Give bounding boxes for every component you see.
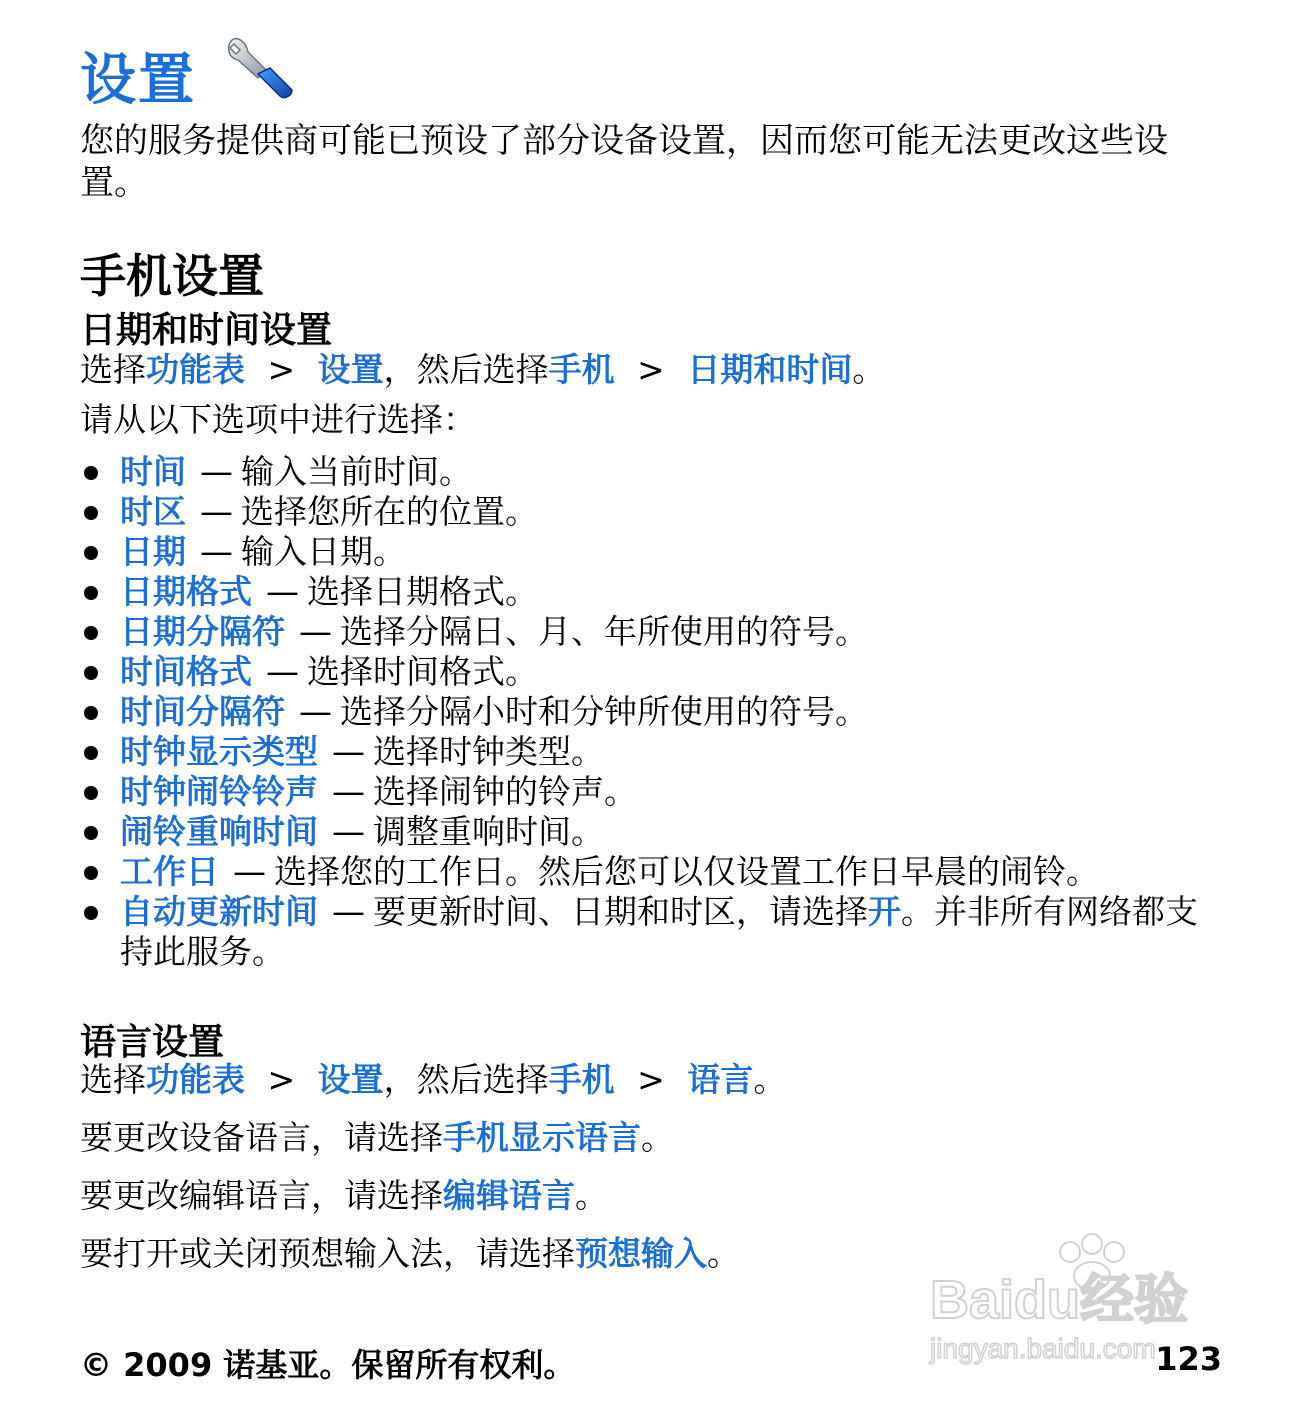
dash: — <box>233 852 266 891</box>
option-desc: 输入当前时间。 <box>241 452 472 491</box>
dash: — <box>299 692 332 731</box>
option-desc: 选择日期格式。 <box>307 572 538 611</box>
wrench-icon <box>222 32 302 104</box>
option-desc: 选择您所在的位置。 <box>241 492 538 531</box>
path-middle: ，然后选择 <box>383 350 549 389</box>
language-menu-path <box>80 1060 786 1100</box>
line-end: 。 <box>641 1118 674 1157</box>
watermark-url: jingyan.baidu.com <box>930 1333 1156 1364</box>
dash: — <box>332 772 365 811</box>
bullet-icon <box>84 586 98 600</box>
phone-display-language-link[interactable]: 手机显示语言 <box>443 1118 641 1157</box>
dash: — <box>332 732 365 771</box>
line-text: 要更改编辑语言，请选择 <box>80 1176 443 1215</box>
path-end: 。 <box>753 1060 787 1099</box>
list-item <box>80 572 1230 612</box>
list-item <box>80 772 1230 812</box>
path-separator: > <box>267 1060 296 1099</box>
option-desc: 选择您的工作日。然后您可以仅设置工作日早晨的闹铃。 <box>274 852 1099 891</box>
path-menu-link[interactable]: 功能表 <box>146 1060 245 1099</box>
list-item <box>80 812 1230 852</box>
option-label[interactable]: 时间 <box>120 452 186 491</box>
path-menu-link[interactable]: 功能表 <box>146 350 245 389</box>
option-label[interactable]: 时间分隔符 <box>120 692 285 731</box>
option-desc: 输入日期。 <box>241 532 406 571</box>
dash: — <box>266 652 299 691</box>
path-phone-link[interactable]: 手机 <box>548 350 615 389</box>
list-item <box>80 852 1230 892</box>
list-item <box>80 892 1230 972</box>
bullet-icon <box>84 866 98 880</box>
bullet-icon <box>84 906 98 920</box>
option-desc: 。并非所有网络都支持此服务。 <box>120 892 1198 971</box>
page-title: 设置 <box>80 48 196 113</box>
edit-language-line <box>80 1176 608 1216</box>
option-desc: 选择闹钟的铃声。 <box>373 772 637 811</box>
path-settings-link[interactable]: 设置 <box>317 1060 384 1099</box>
edit-language-link[interactable]: 编辑语言 <box>443 1176 575 1215</box>
bullet-icon <box>84 826 98 840</box>
line-end: 。 <box>575 1176 608 1215</box>
datetime-menu-path <box>80 350 885 390</box>
option-desc: 要更新时间、日期和时区，请选择 <box>373 892 868 931</box>
path-separator: > <box>637 350 665 389</box>
bullet-icon <box>84 466 98 480</box>
option-label[interactable]: 时钟显示类型 <box>120 732 318 771</box>
list-item <box>80 732 1230 772</box>
line-end: 。 <box>707 1234 740 1273</box>
dash: — <box>200 532 233 571</box>
option-desc: 选择分隔日、月、年所使用的符号。 <box>340 612 868 651</box>
section-title: 手机设置 <box>80 249 264 303</box>
path-separator: > <box>637 1060 665 1099</box>
list-item <box>80 532 1230 572</box>
bullet-icon <box>84 666 98 680</box>
option-label[interactable]: 时钟闹铃铃声 <box>120 772 318 811</box>
dash: — <box>266 572 299 611</box>
option-desc: 选择时钟类型。 <box>373 732 604 771</box>
list-item <box>80 492 1230 532</box>
option-label[interactable]: 自动更新时间 <box>120 892 318 931</box>
language-heading: 语言设置 <box>80 1022 225 1063</box>
page-number: 123 <box>1155 1340 1222 1378</box>
predictive-input-line <box>80 1234 740 1274</box>
path-prefix: 选择 <box>80 350 146 389</box>
line-text: 要更改设备语言，请选择 <box>80 1118 443 1157</box>
dash: — <box>200 452 233 491</box>
path-datetime-link[interactable]: 日期和时间 <box>687 350 853 389</box>
path-end: 。 <box>852 350 886 389</box>
list-item <box>80 652 1230 692</box>
option-label[interactable]: 工作日 <box>120 852 219 891</box>
option-label[interactable]: 日期分隔符 <box>120 612 285 651</box>
list-item <box>80 612 1230 652</box>
datetime-heading: 日期和时间设置 <box>80 310 333 351</box>
device-language-line <box>80 1118 674 1158</box>
bullet-icon <box>84 506 98 520</box>
option-label[interactable]: 闹铃重响时间 <box>120 812 318 851</box>
dash: — <box>332 892 365 931</box>
path-settings-link[interactable]: 设置 <box>317 350 384 389</box>
path-separator: > <box>267 350 296 389</box>
bullet-icon <box>84 626 98 640</box>
list-item <box>80 692 1230 732</box>
intro-text: 您的服务提供商可能已预设了部分设备设置，因而您可能无法更改这些设置。 <box>80 121 1168 203</box>
option-label[interactable]: 时间格式 <box>120 652 252 691</box>
options-intro: 请从以下选项中进行选择： <box>80 400 476 439</box>
option-label[interactable]: 日期格式 <box>120 572 252 611</box>
path-language-link[interactable]: 语言 <box>687 1060 754 1099</box>
dash: — <box>200 492 233 531</box>
option-label[interactable]: 时区 <box>120 492 186 531</box>
path-middle: ，然后选择 <box>383 1060 549 1099</box>
option-label[interactable]: 日期 <box>120 532 186 571</box>
path-phone-link[interactable]: 手机 <box>548 1060 615 1099</box>
watermark-brand: Baidu经验 <box>930 1270 1189 1330</box>
bullet-icon <box>84 546 98 560</box>
bullet-icon <box>84 746 98 760</box>
option-desc: 调整重响时间。 <box>373 812 604 851</box>
dash: — <box>332 812 365 851</box>
predictive-input-link[interactable]: 预想输入 <box>575 1234 707 1273</box>
path-prefix: 选择 <box>80 1060 146 1099</box>
bullet-icon <box>84 786 98 800</box>
footer-copyright: © 2009 诺基亚。保留所有权利。 <box>80 1346 576 1384</box>
dash: — <box>299 612 332 651</box>
option-on-link[interactable]: 开 <box>868 892 901 931</box>
bullet-icon <box>84 706 98 720</box>
list-item <box>80 452 1230 492</box>
option-desc: 选择分隔小时和分钟所使用的符号。 <box>340 692 868 731</box>
line-text: 要打开或关闭预想输入法，请选择 <box>80 1234 575 1273</box>
option-desc: 选择时间格式。 <box>307 652 538 691</box>
